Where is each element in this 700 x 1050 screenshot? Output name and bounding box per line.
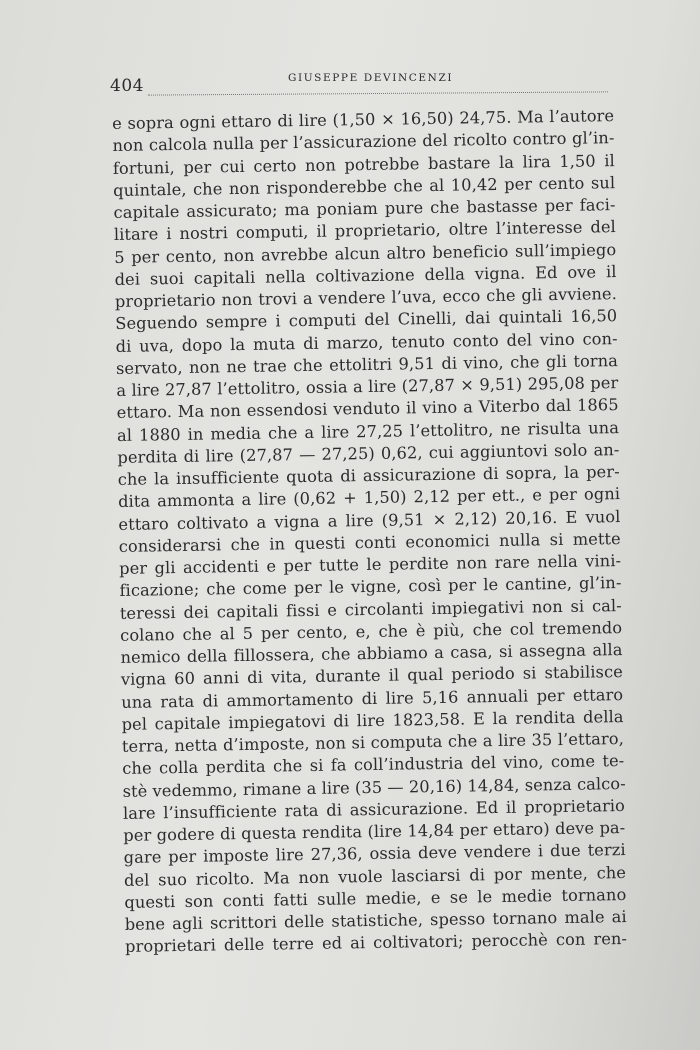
text-line: a lire 27,87 l’ettolitro, ossia a lire (27,87 × 9,51) 295,08 per (116, 373, 619, 400)
text-line: del suo ricolto. Ma non vuole lasciarsi di por mente, che (123, 862, 627, 890)
text-line: lare l’insufficiente rata di assicurazione. Ed il proprietario (122, 795, 626, 823)
text-line: non calcola nulla per l’assicurazione del ricolto contro gl’in- (112, 128, 615, 156)
text-line: questi son conti fatti sulle medie, e se le medie tornano (124, 884, 627, 912)
text-line: dei suoi capitali nella coltivazione della vigna. Ed ove il (114, 261, 617, 289)
text-line: che colla perdita che si fa coll’industria del vino, come te- (122, 751, 625, 779)
text-line: una rata di ammortamento di lire 5,16 annuali per ettaro (121, 684, 624, 712)
text-line: proprietari delle terre ed ai coltivatori; perocchè con ren- (124, 929, 628, 957)
text-line: di uva, dopo la muta di marzo, tenuto conto del vino con- (115, 328, 618, 356)
text-line: che la insufficiente quota di assicurazione di sopra, la per- (117, 462, 620, 489)
text-line: ficazione; che come per le vigne, così per le cantine, gl’in- (119, 573, 622, 601)
text-line: capitale assicurato; ma poniam pure che bastasse per faci- (113, 195, 616, 222)
text-line: fortuni, per cui certo non potrebbe bastare la lira 1,50 il (112, 150, 615, 178)
text-line: nemico della fillossera, che abbiamo a casa, si assegna alla (120, 640, 623, 667)
text-line: gare per imposte lire 27,36, ossia deve vendere i due terzi (123, 840, 626, 868)
text-line: perdita di lire (27,87 — 27,25) 0,62, cui aggiuntovi solo an- (117, 439, 620, 467)
text-line: proprietario non trovi a vendere l’uva, ecco che gli avviene. (114, 284, 618, 311)
text-line: litare i nostri computi, il proprietario, oltre l’interesse del (113, 217, 616, 245)
text-line: bene agli scrittori delle statistiche, spesso tornano male ai (124, 907, 627, 934)
text-line: e sopra ogni ettaro di lire (1,50 × 16,50) 24,75. Ma l’autore (112, 106, 615, 133)
text-line: pel capitale impiegatovi di lire 1823,58. E la rendita della (121, 706, 624, 734)
text-line: per gli accidenti e per tutte le perdite non rare nella vini- (119, 551, 622, 578)
text-line: colano che al 5 per cento, e, che è più, che col tremendo (120, 617, 623, 645)
text-line: stè vedemmo, rimane a lire (35 — 20,16) 14,84, senza calco- (122, 773, 626, 801)
text-line: Seguendo sempre i computi del Cinelli, dai quintali 16,50 (115, 306, 618, 334)
text-line: ettaro coltivato a vigna a lire (9,51 × 2,12) 20,16. E vuol (118, 506, 621, 534)
header-rule (148, 91, 608, 95)
text-line: vigna 60 anni di vita, durante il qual periodo si stabilisce (120, 662, 623, 690)
text-line: ettaro. Ma non essendosi venduto il vino a Viterbo dal 1865 (116, 395, 619, 423)
body-text (112, 105, 627, 958)
page-number: 404 (110, 76, 144, 96)
page-header (108, 70, 608, 100)
text-line: teressi dei capitali fissi e circolanti impiegativi non si cal- (119, 595, 622, 623)
text-line: al 1880 in media che a lire 27,25 l’ettolitro, ne risulta una (116, 417, 620, 445)
text-line: terra, netta d’imposte, non si computa che a lire 35 l’ettaro, (121, 729, 625, 756)
text-line: considerarsi che in questi conti economici nulla si mette (118, 528, 621, 556)
running-head: GIUSEPPE DEVINCENZI (288, 72, 454, 84)
text-line: quintale, che non risponderebbe che al 10,42 per cento sul (113, 172, 616, 200)
text-line: dita ammonta a lire (0,62 + 1,50) 2,12 per ett., e per ogni (117, 484, 621, 512)
text-line: per godere di questa rendita (lire 14,84 per ettaro) deve pa- (123, 818, 626, 845)
text-line: 5 per cento, non avrebbe alcun altro beneficio sull’impiego (114, 239, 617, 267)
text-line: servato, non ne trae che ettolitri 9,51 di vino, che gli torna (115, 350, 619, 378)
